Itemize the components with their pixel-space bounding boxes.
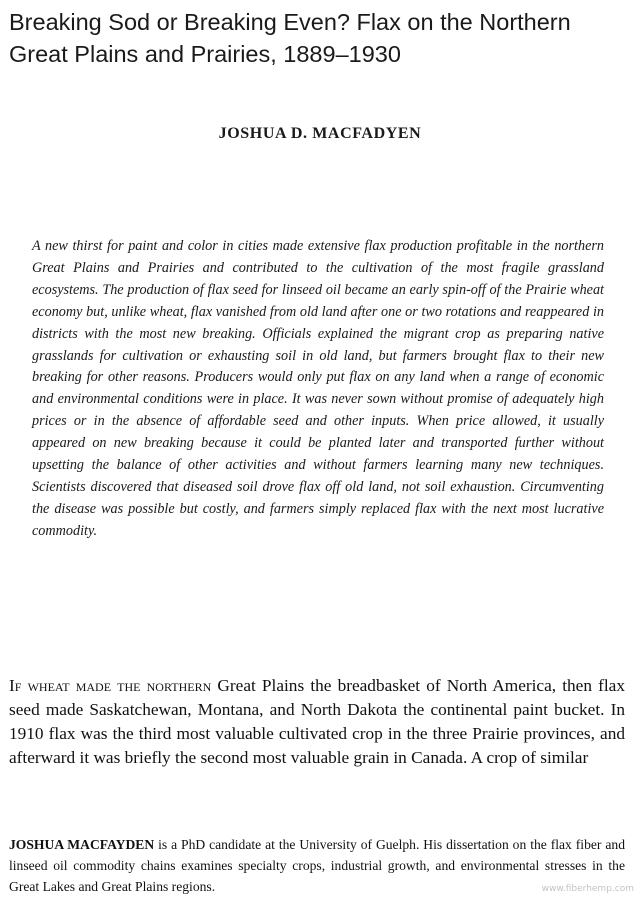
article-title: Breaking Sod or Breaking Even? Flax on the Northern Great Plains and Prairies, 1889–1930 <box>9 9 571 67</box>
abstract: A new thirst for paint and color in cities made extensive flax production profitable in the northern Great Plains and Prairies and contributed to the cultivation of the most fragile grassland ecosystems. The production of flax seed for linseed oil became an early spin-off of the Prairie wheat economy but, unlike wheat, flax vanished from old land after one or two rotations and reappeared in districts with the most new breaking. Officials explained the migrant crop as preparing native grasslands for cultivation or exhausting soil in old land, but farmers brought flax to their new breaking for other reasons. Producers would only put flax on any land when a range of economic and environmental conditions were in place. It was never sown without promise of adequately high prices or in the absence of affordable seed and other inputs. When price allowed, it usually appeared on new breaking because it could be planted later and transported further without upsetting the balance of other activities and without farmers learning many new techniques. Scientists discovered that diseased soil drove flax off old land, not soil exhaustion. Circumventing the disease was possible but costly, and farmers simply replaced flax with the next most lucrative commodity. <box>32 238 604 539</box>
body-paragraph <box>9 674 625 770</box>
bio-name: JOSHUA MACFAYDEN <box>9 837 155 852</box>
bio-text: is a PhD candidate at the University of Guelph. His dissertation on the flax fiber and linseed oil commodity chains examines specialty crops, industrial growth, and environmental stresses in the Great Lakes and Great Plains regions. <box>9 837 625 894</box>
author-name: JOSHUA D. MACFADYEN <box>218 125 422 142</box>
author-bio <box>9 834 625 897</box>
body-text: Great Plains the breadbasket of North America, then flax seed made Saskatchewan, Montana, and North Dakota the continental paint bucket. In 1910 flax was the third most valuable cultivated crop in the three Prairie provinces, and afterward it was briefly the second most valuable grain in Canada. A crop of similar <box>9 676 625 767</box>
body-lead-in: If wheat made the northern <box>9 676 212 695</box>
watermark: www.fiberhemp.com <box>541 884 634 894</box>
